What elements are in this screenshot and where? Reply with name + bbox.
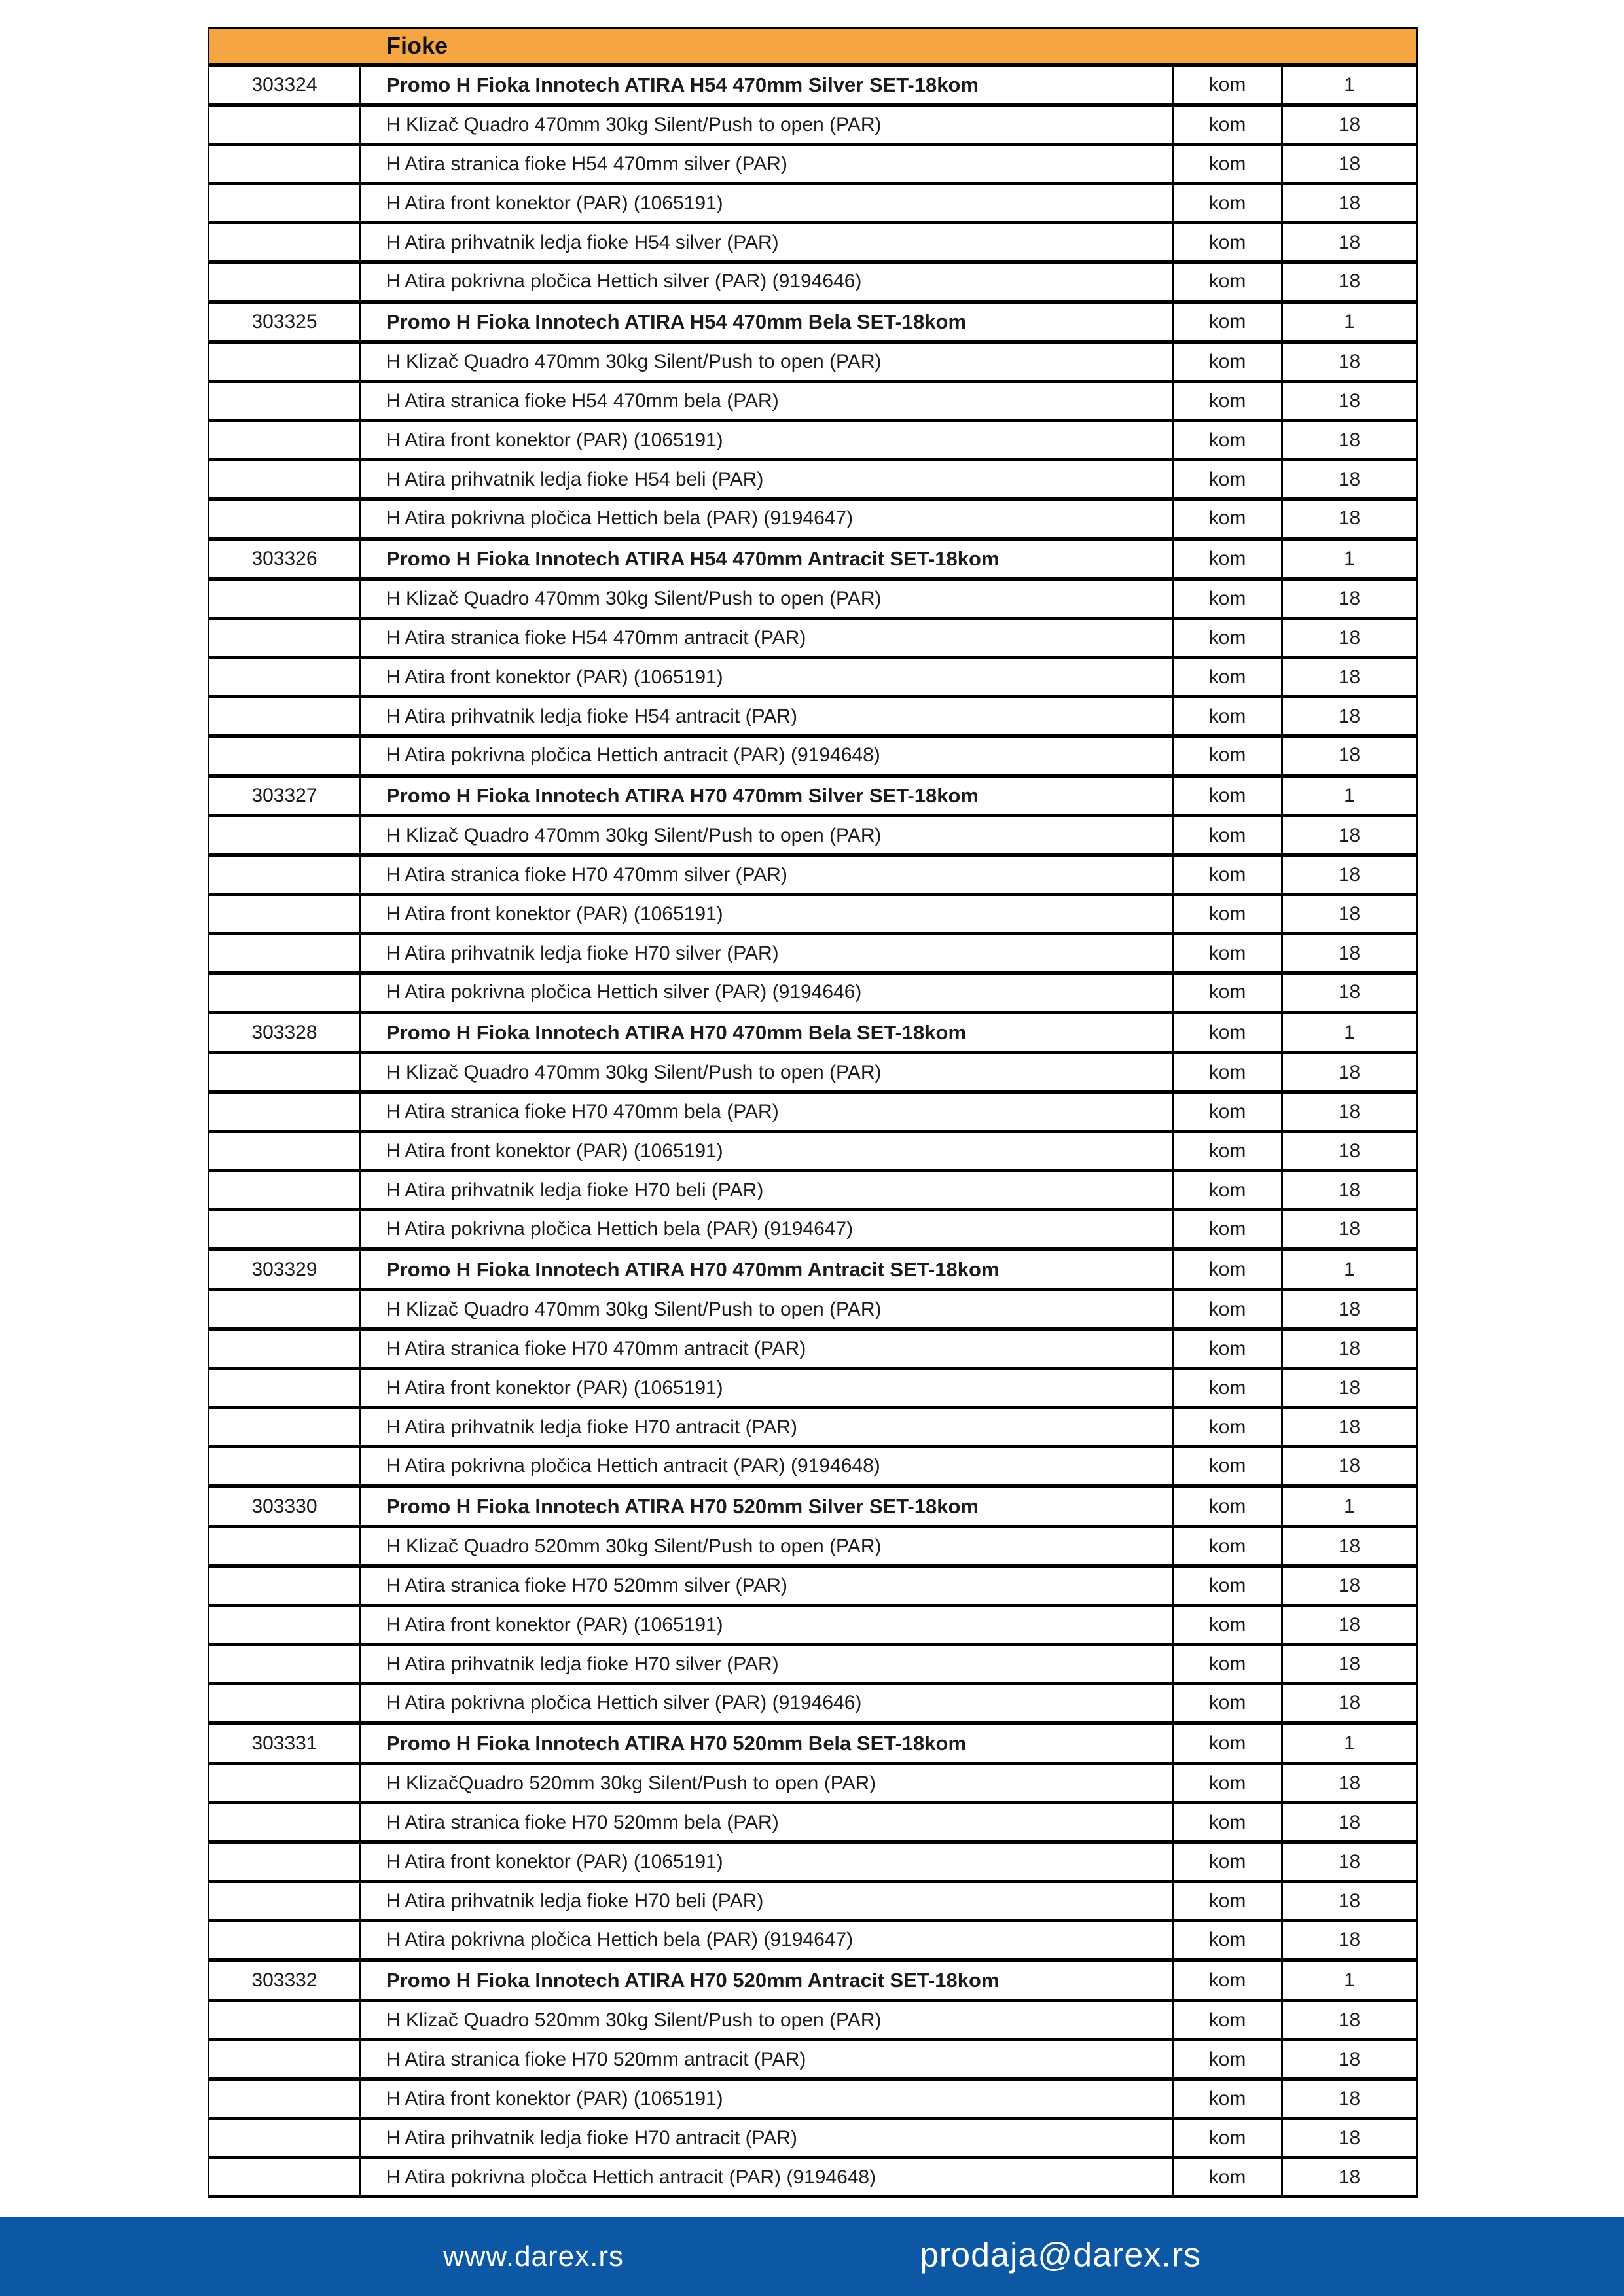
- qty-cell: 18: [1282, 1053, 1417, 1092]
- unit-cell: kom: [1173, 736, 1282, 776]
- item-code-cell: [209, 105, 361, 145]
- unit-cell: kom: [1173, 973, 1282, 1013]
- component-row: [209, 855, 1417, 895]
- unit-cell: kom: [1173, 1013, 1282, 1053]
- group-header-row: [209, 302, 1417, 342]
- qty-cell: 18: [1282, 2079, 1417, 2119]
- item-code-cell: [209, 1092, 361, 1132]
- group-title-cell: Promo H Fioka Innotech ATIRA H54 470mm Bela SET-18kom: [361, 302, 1173, 342]
- qty-cell: 18: [1282, 1684, 1417, 1723]
- unit-cell: kom: [1173, 1210, 1282, 1249]
- item-code-cell: [209, 421, 361, 460]
- item-desc-cell: H Atira prihvatnik ledja fioke H54 antracit (PAR): [361, 697, 1173, 736]
- component-row: [209, 2158, 1417, 2197]
- group-title-cell: Promo H Fioka Innotech ATIRA H54 470mm Antracit SET-18kom: [361, 539, 1173, 579]
- item-desc-cell: H Atira stranica fioke H54 470mm antracit (PAR): [361, 619, 1173, 658]
- component-row: [209, 262, 1417, 302]
- qty-cell: 18: [1282, 421, 1417, 460]
- item-desc-cell: H Atira prihvatnik ledja fioke H70 antracit (PAR): [361, 1408, 1173, 1447]
- component-row: [209, 1605, 1417, 1645]
- group-code-cell: 303331: [209, 1723, 361, 1764]
- component-row: [209, 1803, 1417, 1842]
- unit-cell: kom: [1173, 1447, 1282, 1486]
- unit-cell: kom: [1173, 1171, 1282, 1210]
- item-code-cell: [209, 1290, 361, 1329]
- item-code-cell: [209, 816, 361, 855]
- item-desc-cell: H Klizač Quadro 470mm 30kg Silent/Push to open (PAR): [361, 1053, 1173, 1092]
- item-code-cell: [209, 2119, 361, 2158]
- unit-cell: kom: [1173, 1486, 1282, 1527]
- qty-cell: 18: [1282, 1842, 1417, 1882]
- group-header-row: [209, 539, 1417, 579]
- item-desc-cell: H Klizač Quadro 470mm 30kg Silent/Push to open (PAR): [361, 816, 1173, 855]
- qty-cell: 1: [1282, 302, 1417, 342]
- unit-cell: kom: [1173, 421, 1282, 460]
- item-desc-cell: H Atira stranica fioke H54 470mm bela (PAR): [361, 382, 1173, 421]
- unit-cell: kom: [1173, 184, 1282, 223]
- group-code-cell: 303328: [209, 1013, 361, 1053]
- item-desc-cell: H Klizač Quadro 520mm 30kg Silent/Push to open (PAR): [361, 1527, 1173, 1566]
- item-code-cell: [209, 973, 361, 1013]
- qty-cell: 18: [1282, 1527, 1417, 1566]
- unit-cell: kom: [1173, 2119, 1282, 2158]
- component-row: [209, 382, 1417, 421]
- unit-cell: kom: [1173, 895, 1282, 934]
- unit-cell: kom: [1173, 342, 1282, 382]
- qty-cell: 18: [1282, 184, 1417, 223]
- group-code-cell: 303326: [209, 539, 361, 579]
- component-row: [209, 1764, 1417, 1803]
- item-desc-cell: H Atira pokrivna pločica Hettich antracit (PAR) (9194648): [361, 1447, 1173, 1486]
- qty-cell: 18: [1282, 1210, 1417, 1249]
- item-code-cell: [209, 579, 361, 619]
- unit-cell: kom: [1173, 1882, 1282, 1921]
- group-code-cell: 303325: [209, 302, 361, 342]
- qty-cell: 18: [1282, 1645, 1417, 1684]
- component-row: [209, 1921, 1417, 1960]
- item-desc-cell: H Atira pokrivna pločca Hettich antracit (PAR) (9194648): [361, 2158, 1173, 2197]
- qty-cell: 18: [1282, 2158, 1417, 2197]
- qty-cell: 18: [1282, 855, 1417, 895]
- unit-cell: kom: [1173, 697, 1282, 736]
- qty-cell: 18: [1282, 2119, 1417, 2158]
- item-desc-cell: H Atira front konektor (PAR) (1065191): [361, 1369, 1173, 1408]
- item-code-cell: [209, 1329, 361, 1369]
- qty-cell: 18: [1282, 2001, 1417, 2040]
- qty-cell: 1: [1282, 65, 1417, 105]
- item-desc-cell: H Atira prihvatnik ledja fioke H54 beli (PAR): [361, 460, 1173, 499]
- group-header-row: [209, 776, 1417, 816]
- item-desc-cell: H Atira prihvatnik ledja fioke H70 silver (PAR): [361, 934, 1173, 973]
- qty-cell: 1: [1282, 539, 1417, 579]
- unit-cell: kom: [1173, 1803, 1282, 1842]
- component-row: [209, 223, 1417, 262]
- item-desc-cell: H Atira pokrivna pločica Hettich bela (PAR) (9194647): [361, 499, 1173, 539]
- unit-cell: kom: [1173, 1684, 1282, 1723]
- qty-cell: 1: [1282, 1013, 1417, 1053]
- unit-cell: kom: [1173, 1408, 1282, 1447]
- product-table-body: [209, 29, 1417, 2197]
- component-row: [209, 658, 1417, 697]
- section-header-row: [209, 29, 1417, 65]
- unit-cell: kom: [1173, 1764, 1282, 1803]
- component-row: [209, 1290, 1417, 1329]
- product-table: [208, 27, 1418, 2198]
- item-code-cell: [209, 1369, 361, 1408]
- item-desc-cell: H Atira pokrivna pločica Hettich silver (PAR) (9194646): [361, 973, 1173, 1013]
- unit-cell: kom: [1173, 1369, 1282, 1408]
- item-code-cell: [209, 1882, 361, 1921]
- qty-cell: 18: [1282, 1764, 1417, 1803]
- group-header-row: [209, 1960, 1417, 2001]
- item-code-cell: [209, 223, 361, 262]
- unit-cell: kom: [1173, 2079, 1282, 2119]
- qty-cell: 18: [1282, 1369, 1417, 1408]
- qty-cell: 18: [1282, 697, 1417, 736]
- unit-cell: kom: [1173, 816, 1282, 855]
- unit-cell: kom: [1173, 539, 1282, 579]
- qty-cell: 18: [1282, 619, 1417, 658]
- component-row: [209, 1132, 1417, 1171]
- qty-cell: 1: [1282, 1486, 1417, 1527]
- qty-cell: 18: [1282, 1882, 1417, 1921]
- item-code-cell: [209, 262, 361, 302]
- item-desc-cell: H Klizač Quadro 520mm 30kg Silent/Push to open (PAR): [361, 2001, 1173, 2040]
- item-desc-cell: H Atira stranica fioke H70 470mm silver (PAR): [361, 855, 1173, 895]
- item-desc-cell: H Atira front konektor (PAR) (1065191): [361, 421, 1173, 460]
- item-desc-cell: H Atira front konektor (PAR) (1065191): [361, 2079, 1173, 2119]
- footer-email-link[interactable]: prodaja@darex.rs: [919, 2236, 1202, 2274]
- footer-bar: [0, 2217, 1624, 2296]
- qty-cell: 18: [1282, 658, 1417, 697]
- group-code-cell: 303332: [209, 1960, 361, 2001]
- item-code-cell: [209, 1527, 361, 1566]
- item-code-cell: [209, 184, 361, 223]
- qty-cell: 18: [1282, 499, 1417, 539]
- qty-cell: 18: [1282, 223, 1417, 262]
- unit-cell: kom: [1173, 1092, 1282, 1132]
- group-header-row: [209, 1723, 1417, 1764]
- component-row: [209, 1329, 1417, 1369]
- section-title: Fioke: [209, 29, 1417, 65]
- unit-cell: kom: [1173, 579, 1282, 619]
- unit-cell: kom: [1173, 855, 1282, 895]
- item-desc-cell: H Atira stranica fioke H54 470mm silver (PAR): [361, 145, 1173, 184]
- qty-cell: 18: [1282, 1605, 1417, 1645]
- qty-cell: 18: [1282, 1803, 1417, 1842]
- unit-cell: kom: [1173, 1132, 1282, 1171]
- qty-cell: 18: [1282, 816, 1417, 855]
- group-title-cell: Promo H Fioka Innotech ATIRA H70 470mm Bela SET-18kom: [361, 1013, 1173, 1053]
- component-row: [209, 736, 1417, 776]
- item-desc-cell: H Atira stranica fioke H70 520mm antracit (PAR): [361, 2040, 1173, 2079]
- component-row: [209, 1408, 1417, 1447]
- qty-cell: 1: [1282, 776, 1417, 816]
- item-desc-cell: H Atira pokrivna pločica Hettich bela (PAR) (9194647): [361, 1921, 1173, 1960]
- item-code-cell: [209, 145, 361, 184]
- unit-cell: kom: [1173, 1921, 1282, 1960]
- component-row: [209, 2079, 1417, 2119]
- item-desc-cell: H Atira prihvatnik ledja fioke H70 antracit (PAR): [361, 2119, 1173, 2158]
- group-code-cell: 303329: [209, 1249, 361, 1290]
- qty-cell: 18: [1282, 934, 1417, 973]
- unit-cell: kom: [1173, 460, 1282, 499]
- unit-cell: kom: [1173, 223, 1282, 262]
- item-code-cell: [209, 499, 361, 539]
- item-code-cell: [209, 658, 361, 697]
- item-code-cell: [209, 855, 361, 895]
- component-row: [209, 342, 1417, 382]
- unit-cell: kom: [1173, 105, 1282, 145]
- qty-cell: 18: [1282, 1408, 1417, 1447]
- unit-cell: kom: [1173, 1290, 1282, 1329]
- item-code-cell: [209, 697, 361, 736]
- unit-cell: kom: [1173, 1053, 1282, 1092]
- group-title-cell: Promo H Fioka Innotech ATIRA H70 470mm Silver SET-18kom: [361, 776, 1173, 816]
- qty-cell: 18: [1282, 1566, 1417, 1605]
- item-desc-cell: H Atira pokrivna pločica Hettich bela (PAR) (9194647): [361, 1210, 1173, 1249]
- component-row: [209, 1645, 1417, 1684]
- item-desc-cell: H Atira prihvatnik ledja fioke H54 silver (PAR): [361, 223, 1173, 262]
- component-row: [209, 1684, 1417, 1723]
- component-row: [209, 934, 1417, 973]
- item-desc-cell: H Klizač Quadro 470mm 30kg Silent/Push to open (PAR): [361, 105, 1173, 145]
- qty-cell: 18: [1282, 1092, 1417, 1132]
- component-row: [209, 460, 1417, 499]
- item-desc-cell: H Atira front konektor (PAR) (1065191): [361, 184, 1173, 223]
- component-row: [209, 697, 1417, 736]
- item-code-cell: [209, 1764, 361, 1803]
- item-desc-cell: H Atira pokrivna pločica Hettich silver (PAR) (9194646): [361, 1684, 1173, 1723]
- item-code-cell: [209, 1210, 361, 1249]
- component-row: [209, 816, 1417, 855]
- unit-cell: kom: [1173, 2001, 1282, 2040]
- qty-cell: 18: [1282, 973, 1417, 1013]
- component-row: [209, 895, 1417, 934]
- unit-cell: kom: [1173, 1249, 1282, 1290]
- unit-cell: kom: [1173, 1329, 1282, 1369]
- component-row: [209, 1171, 1417, 1210]
- item-desc-cell: H Atira prihvatnik ledja fioke H70 silver (PAR): [361, 1645, 1173, 1684]
- unit-cell: kom: [1173, 1842, 1282, 1882]
- item-desc-cell: H Klizač Quadro 470mm 30kg Silent/Push to open (PAR): [361, 1290, 1173, 1329]
- component-row: [209, 1566, 1417, 1605]
- item-code-cell: [209, 1447, 361, 1486]
- unit-cell: kom: [1173, 1960, 1282, 2001]
- qty-cell: 18: [1282, 342, 1417, 382]
- qty-cell: 18: [1282, 579, 1417, 619]
- unit-cell: kom: [1173, 619, 1282, 658]
- qty-cell: 18: [1282, 145, 1417, 184]
- item-code-cell: [209, 1171, 361, 1210]
- component-row: [209, 579, 1417, 619]
- item-desc-cell: H Atira prihvatnik ledja fioke H70 beli (PAR): [361, 1882, 1173, 1921]
- qty-cell: 1: [1282, 1960, 1417, 2001]
- qty-cell: 18: [1282, 1132, 1417, 1171]
- group-code-cell: 303327: [209, 776, 361, 816]
- qty-cell: 18: [1282, 2040, 1417, 2079]
- qty-cell: 18: [1282, 895, 1417, 934]
- item-desc-cell: H Atira stranica fioke H70 470mm antracit (PAR): [361, 1329, 1173, 1369]
- item-code-cell: [209, 619, 361, 658]
- group-header-row: [209, 1013, 1417, 1053]
- component-row: [209, 1527, 1417, 1566]
- item-code-cell: [209, 460, 361, 499]
- unit-cell: kom: [1173, 934, 1282, 973]
- component-row: [209, 2119, 1417, 2158]
- item-code-cell: [209, 2001, 361, 2040]
- item-code-cell: [209, 1921, 361, 1960]
- group-title-cell: Promo H Fioka Innotech ATIRA H70 470mm Antracit SET-18kom: [361, 1249, 1173, 1290]
- component-row: [209, 1882, 1417, 1921]
- unit-cell: kom: [1173, 145, 1282, 184]
- item-desc-cell: H Atira front konektor (PAR) (1065191): [361, 658, 1173, 697]
- item-desc-cell: H Atira stranica fioke H70 520mm bela (PAR): [361, 1803, 1173, 1842]
- component-row: [209, 1053, 1417, 1092]
- item-code-cell: [209, 1645, 361, 1684]
- group-title-cell: Promo H Fioka Innotech ATIRA H70 520mm Silver SET-18kom: [361, 1486, 1173, 1527]
- item-desc-cell: H Atira stranica fioke H70 520mm silver (PAR): [361, 1566, 1173, 1605]
- group-code-cell: 303324: [209, 65, 361, 105]
- qty-cell: 18: [1282, 1329, 1417, 1369]
- item-code-cell: [209, 895, 361, 934]
- unit-cell: kom: [1173, 1605, 1282, 1645]
- group-title-cell: Promo H Fioka Innotech ATIRA H70 520mm Antracit SET-18kom: [361, 1960, 1173, 2001]
- group-header-row: [209, 65, 1417, 105]
- item-code-cell: [209, 2040, 361, 2079]
- qty-cell: 18: [1282, 262, 1417, 302]
- item-desc-cell: H Klizač Quadro 470mm 30kg Silent/Push to open (PAR): [361, 579, 1173, 619]
- group-code-cell: 303330: [209, 1486, 361, 1527]
- item-code-cell: [209, 736, 361, 776]
- group-title-cell: Promo H Fioka Innotech ATIRA H70 520mm Bela SET-18kom: [361, 1723, 1173, 1764]
- component-row: [209, 2040, 1417, 2079]
- group-header-row: [209, 1486, 1417, 1527]
- item-desc-cell: H Atira prihvatnik ledja fioke H70 beli (PAR): [361, 1171, 1173, 1210]
- component-row: [209, 619, 1417, 658]
- item-desc-cell: H Atira front konektor (PAR) (1065191): [361, 1842, 1173, 1882]
- item-code-cell: [209, 342, 361, 382]
- item-code-cell: [209, 1132, 361, 1171]
- qty-cell: 18: [1282, 736, 1417, 776]
- unit-cell: kom: [1173, 302, 1282, 342]
- qty-cell: 18: [1282, 460, 1417, 499]
- component-row: [209, 105, 1417, 145]
- item-desc-cell: H Atira stranica fioke H70 470mm bela (PAR): [361, 1092, 1173, 1132]
- item-desc-cell: H Atira pokrivna pločica Hettich antracit (PAR) (9194648): [361, 736, 1173, 776]
- unit-cell: kom: [1173, 262, 1282, 302]
- qty-cell: 1: [1282, 1723, 1417, 1764]
- qty-cell: 1: [1282, 1249, 1417, 1290]
- unit-cell: kom: [1173, 382, 1282, 421]
- unit-cell: kom: [1173, 65, 1282, 105]
- unit-cell: kom: [1173, 1566, 1282, 1605]
- component-row: [209, 1842, 1417, 1882]
- item-code-cell: [209, 2158, 361, 2197]
- item-code-cell: [209, 1842, 361, 1882]
- item-desc-cell: H Atira front konektor (PAR) (1065191): [361, 1605, 1173, 1645]
- item-desc-cell: H KlizačQuadro 520mm 30kg Silent/Push to open (PAR): [361, 1764, 1173, 1803]
- unit-cell: kom: [1173, 1645, 1282, 1684]
- component-row: [209, 1447, 1417, 1486]
- component-row: [209, 499, 1417, 539]
- qty-cell: 18: [1282, 1921, 1417, 1960]
- item-desc-cell: H Atira front konektor (PAR) (1065191): [361, 1132, 1173, 1171]
- component-row: [209, 1210, 1417, 1249]
- item-desc-cell: H Atira front konektor (PAR) (1065191): [361, 895, 1173, 934]
- qty-cell: 18: [1282, 382, 1417, 421]
- component-row: [209, 421, 1417, 460]
- unit-cell: kom: [1173, 658, 1282, 697]
- component-row: [209, 973, 1417, 1013]
- qty-cell: 18: [1282, 1447, 1417, 1486]
- qty-cell: 18: [1282, 1290, 1417, 1329]
- component-row: [209, 1092, 1417, 1132]
- unit-cell: kom: [1173, 1723, 1282, 1764]
- item-code-cell: [209, 1053, 361, 1092]
- footer-website-link[interactable]: www.darex.rs: [442, 2240, 624, 2272]
- component-row: [209, 1369, 1417, 1408]
- qty-cell: 18: [1282, 1171, 1417, 1210]
- component-row: [209, 184, 1417, 223]
- item-code-cell: [209, 1684, 361, 1723]
- unit-cell: kom: [1173, 2040, 1282, 2079]
- item-desc-cell: H Klizač Quadro 470mm 30kg Silent/Push to open (PAR): [361, 342, 1173, 382]
- qty-cell: 18: [1282, 105, 1417, 145]
- item-code-cell: [209, 1408, 361, 1447]
- item-code-cell: [209, 934, 361, 973]
- item-code-cell: [209, 1605, 361, 1645]
- item-code-cell: [209, 1803, 361, 1842]
- group-title-cell: Promo H Fioka Innotech ATIRA H54 470mm Silver SET-18kom: [361, 65, 1173, 105]
- item-code-cell: [209, 1566, 361, 1605]
- unit-cell: kom: [1173, 499, 1282, 539]
- unit-cell: kom: [1173, 2158, 1282, 2197]
- component-row: [209, 2001, 1417, 2040]
- unit-cell: kom: [1173, 1527, 1282, 1566]
- unit-cell: kom: [1173, 776, 1282, 816]
- item-desc-cell: H Atira pokrivna pločica Hettich silver (PAR) (9194646): [361, 262, 1173, 302]
- group-header-row: [209, 1249, 1417, 1290]
- item-code-cell: [209, 2079, 361, 2119]
- item-code-cell: [209, 382, 361, 421]
- component-row: [209, 145, 1417, 184]
